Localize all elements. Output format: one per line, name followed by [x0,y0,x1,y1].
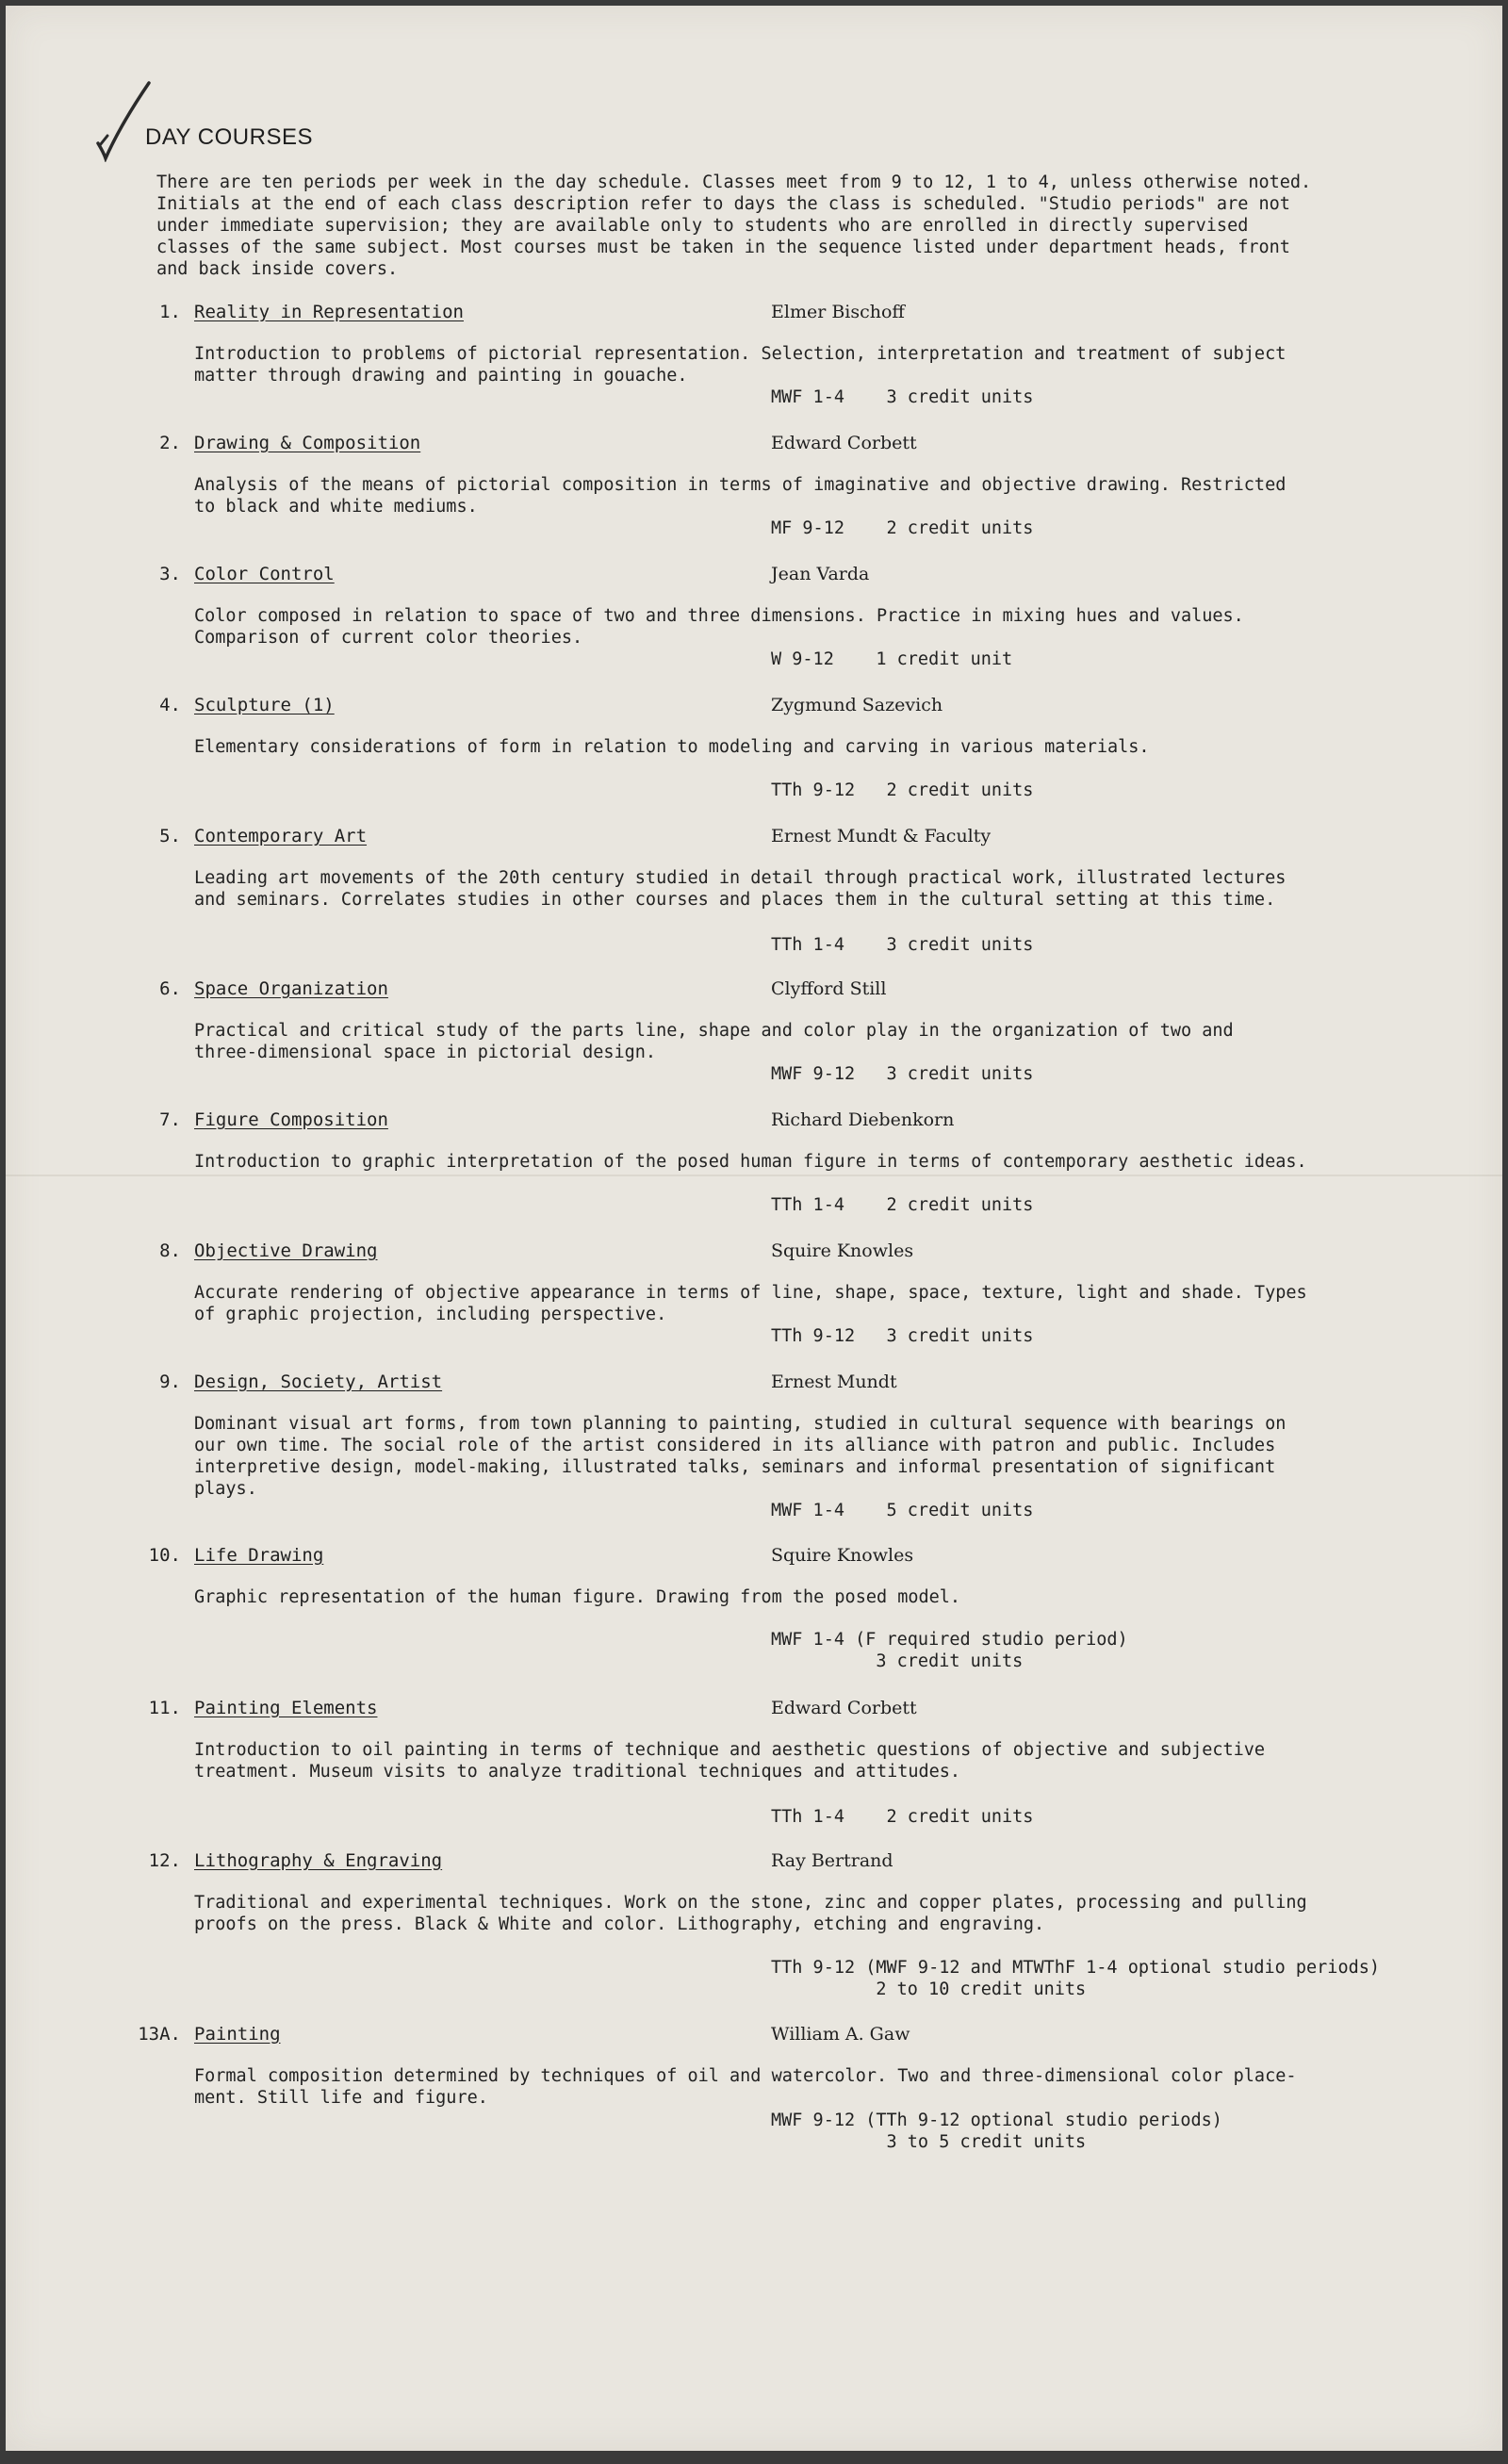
course-instructor: Squire Knowles [771,1545,914,1566]
course-schedule: TTh 9-12 3 credit units [771,1326,1034,1346]
course-schedule: MWF 1-4 (F required studio period) 3 credit units [771,1630,1128,1671]
course-number: 8. [159,1240,181,1261]
course-description: Introduction to problems of pictorial representation. Selection, interpretation and treatment of subject matter through drawing and painting in gouache. [194,344,1287,386]
course-schedule: TTh 1-4 2 credit units [771,1807,1034,1827]
course-title: Objective Drawing [194,1240,378,1261]
document-page [6,6,1502,2451]
course-title: Design, Society, Artist [194,1372,443,1392]
course-title: Life Drawing [194,1545,324,1566]
intro-paragraph: There are ten periods per week in the day schedule. Classes meet from 9 to 12, 1 to 4, unless otherwise noted. Initials at the end of each class description refer to days the class is scheduled. "Studio periods" are not under immediate supervision; they are available only to students who are enrolled in directly supervised classes of the same subject. Most courses must be taken in the sequence listed under department heads, front and back inside covers. [156,172,1312,279]
course-description: Formal composition determined by techniques of oil and watercolor. Two and three-dimensional color place- ment. Still life and figure. [194,2066,1297,2108]
course-number: 10. [148,1545,181,1566]
course-description: Elementary considerations of form in relation to modeling and carving in various materials. [194,737,1150,757]
course-description: Traditional and experimental techniques. Work on the stone, zinc and copper plates, processing and pulling proofs on the press. Black & White and color. Lithography, etching and engraving. [194,1893,1307,1934]
course-number: 13A. [138,2024,181,2045]
course-title: Reality in Representation [194,302,464,322]
course-instructor: Ernest Mundt [771,1372,897,1392]
course-description: Accurate rendering of objective appearance in terms of line, shape, space, texture, light and shade. Types of graphic projection, including perspective. [194,1283,1307,1324]
course-description: Introduction to graphic interpretation of the posed human figure in terms of contemporary aesthetic ideas. [194,1152,1307,1172]
course-number: 3. [159,564,181,584]
course-schedule: MWF 1-4 3 credit units [771,387,1034,407]
course-title: Figure Composition [194,1109,388,1130]
course-title: Color Control [194,564,335,584]
course-number: 5. [159,826,181,846]
course-instructor: Zygmund Sazevich [771,695,943,715]
course-title: Sculpture (1) [194,695,335,715]
course-title: Space Organization [194,978,388,999]
course-instructor: William A. Gaw [771,2024,910,2045]
course-number: 9. [159,1372,181,1392]
course-schedule: TTh 9-12 (MWF 9-12 and MTWThF 1-4 optional studio periods) 2 to 10 credit units [771,1958,1381,1999]
paper-fold [6,1175,1502,1176]
course-number: 6. [159,978,181,999]
course-number: 7. [159,1109,181,1130]
course-title: Painting [194,2024,281,2045]
course-instructor: Squire Knowles [771,1240,914,1261]
course-number: 2. [159,433,181,453]
course-instructor: Elmer Bischoff [771,302,905,322]
course-instructor: Richard Diebenkorn [771,1109,955,1130]
course-title: Lithography & Engraving [194,1850,443,1871]
course-schedule: MWF 9-12 (TTh 9-12 optional studio periods) 3 to 5 credit units [771,2111,1222,2152]
course-number: 4. [159,695,181,715]
course-instructor: Edward Corbett [771,433,917,453]
course-description: Graphic representation of the human figure. Drawing from the posed model. [194,1587,961,1607]
course-schedule: TTh 9-12 2 credit units [771,780,1034,800]
course-schedule: MF 9-12 2 credit units [771,518,1034,538]
course-number: 11. [148,1698,181,1718]
course-schedule: W 9-12 1 credit unit [771,649,1013,669]
course-instructor: Edward Corbett [771,1698,917,1718]
course-schedule: MWF 1-4 5 credit units [771,1501,1034,1520]
course-description: Introduction to oil painting in terms of technique and aesthetic questions of objective and subjective treatment. Museum visits to analyze traditional techniques and attitudes. [194,1740,1266,1782]
course-number: 12. [148,1850,181,1871]
course-description: Dominant visual art forms, from town planning to painting, studied in cultural sequence with bearings on our own time. The social role of the artist considered in its alliance with patron and public. Includes interpretive design, model-making, illustrated talks, seminars and informal presentation of significant plays. [194,1414,1287,1499]
course-title: Contemporary Art [194,826,368,846]
course-instructor: Ray Bertrand [771,1850,893,1871]
course-description: Leading art movements of the 20th century studied in detail through practical work, illustrated lectures and seminars. Correlates studies in other courses and places them in the cultural setting at this time. [194,868,1287,910]
course-title: Painting Elements [194,1698,378,1718]
page-title: DAY COURSES [145,124,313,150]
course-schedule: TTh 1-4 2 credit units [771,1195,1034,1215]
course-description: Analysis of the means of pictorial composition in terms of imaginative and objective drawing. Restricted to black and white mediums. [194,475,1287,517]
course-description: Color composed in relation to space of two and three dimensions. Practice in mixing hues and values. Comparison of current color theories. [194,606,1244,648]
course-schedule: TTh 1-4 3 credit units [771,935,1034,955]
course-description: Practical and critical study of the parts line, shape and color play in the organization of two and three-dimensional space in pictorial design. [194,1021,1234,1062]
course-title: Drawing & Composition [194,433,421,453]
course-instructor: Jean Varda [771,564,870,584]
course-instructor: Ernest Mundt & Faculty [771,826,992,846]
course-instructor: Clyfford Still [771,978,887,999]
course-schedule: MWF 9-12 3 credit units [771,1064,1034,1084]
course-number: 1. [159,302,181,322]
